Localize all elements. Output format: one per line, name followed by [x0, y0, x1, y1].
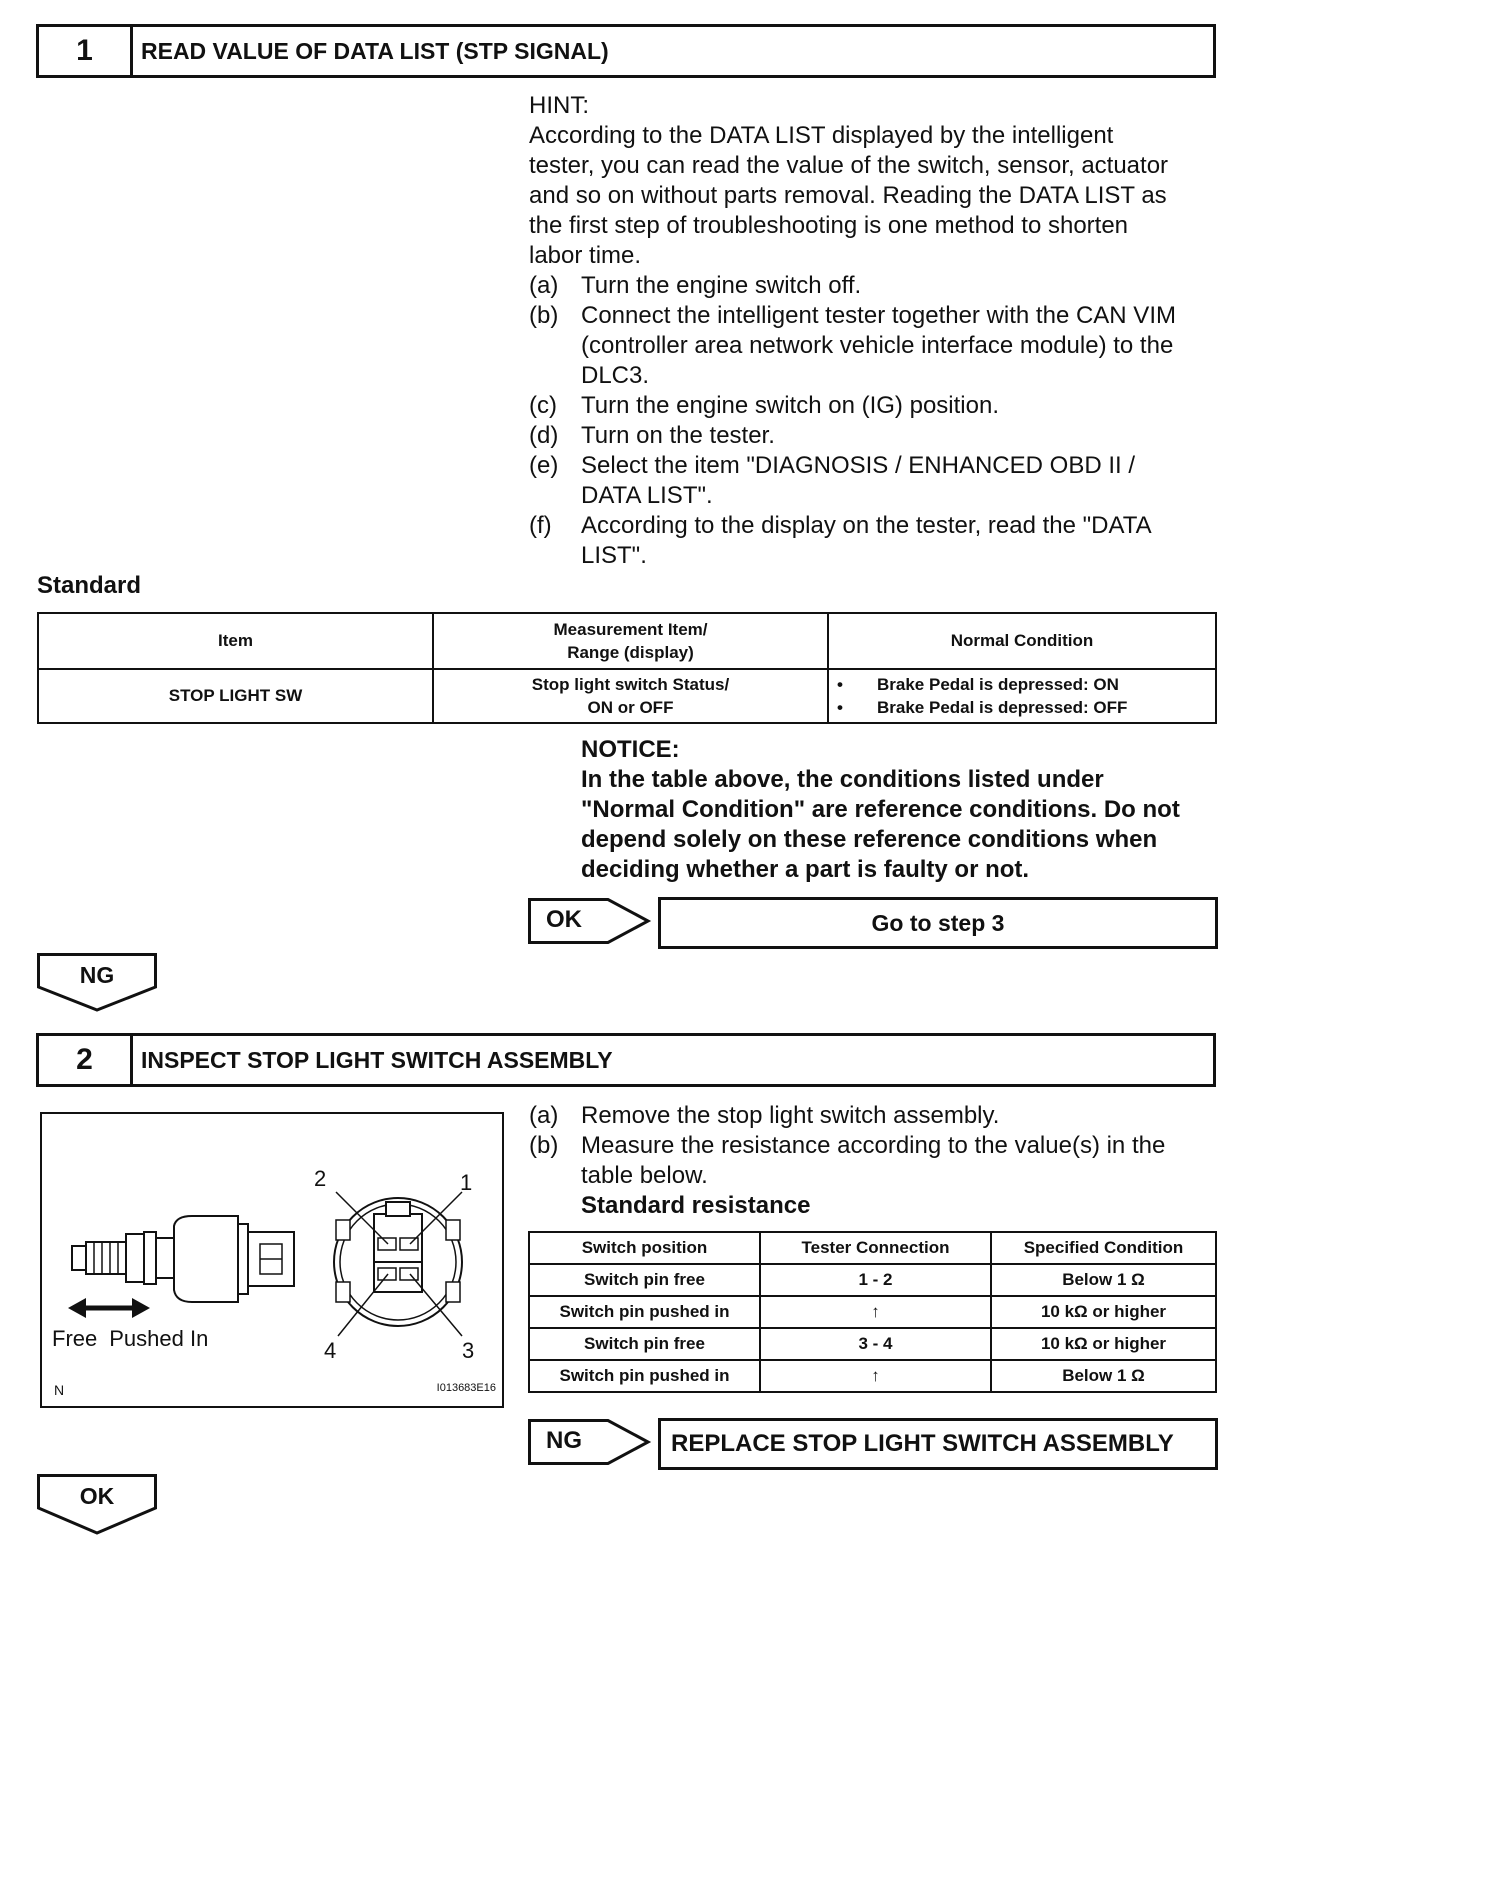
condition-bullet-item	[829, 696, 1215, 719]
switch-illustration	[42, 1114, 502, 1406]
pin-4-label: 4	[324, 1338, 337, 1363]
step-label: (a)	[529, 1102, 559, 1129]
standard-label: Standard	[37, 572, 142, 599]
header-normal-condition: Normal Condition	[828, 613, 1216, 669]
step-label: (c)	[529, 392, 557, 419]
step-label: (e)	[529, 452, 559, 479]
notice-line: In the table above, the conditions listed under	[581, 766, 1104, 793]
table-row	[529, 1328, 1216, 1360]
hint-line: and so on without parts removal. Reading the DATA LIST as	[529, 182, 1167, 209]
figure-corner-label: N	[54, 1382, 65, 1398]
step-2-title: INSPECT STOP LIGHT SWITCH ASSEMBLY	[141, 1046, 613, 1073]
free-label: Free	[52, 1326, 98, 1351]
condition-bullet-item	[829, 673, 1215, 696]
ng-label: NG	[79, 962, 115, 988]
procedure-step-f	[529, 511, 1229, 571]
header-measurement-line: Range (display)	[567, 643, 694, 662]
procedure-step-b	[529, 1131, 1229, 1221]
ok-branch-step2	[37, 1474, 157, 1536]
step-text: Turn the engine switch off.	[581, 272, 862, 299]
hint-label: HINT:	[529, 92, 589, 119]
ng-branch-step1	[37, 953, 157, 1013]
step-label: (b)	[529, 302, 559, 329]
step-text: Turn the engine switch on (IG) position.	[581, 392, 999, 419]
step-text: table below.	[581, 1162, 708, 1189]
cell-measurement-line: Stop light switch Status/	[531, 675, 730, 694]
hint-line: According to the DATA LIST displayed by the intelligent	[529, 122, 1114, 149]
table-header-row	[38, 613, 1216, 669]
procedure-step-c	[529, 391, 1229, 421]
procedure-step-a	[529, 271, 1229, 301]
step-1-header	[36, 24, 1216, 78]
header-specified-condition: Specified Condition	[991, 1232, 1216, 1264]
resistance-table	[528, 1231, 1217, 1393]
cell-measurement-line: ON or OFF	[587, 698, 674, 717]
go-to-step-3-box	[658, 897, 1218, 949]
table-row	[529, 1264, 1216, 1296]
ng-result-text: REPLACE STOP LIGHT SWITCH ASSEMBLY	[671, 1430, 1174, 1457]
step-2-header	[36, 1033, 1216, 1087]
step-text: Connect the intelligent tester together with the CAN VIM	[581, 302, 1176, 329]
cell-switch-position: Switch pin free	[529, 1264, 760, 1296]
step-text: DLC3.	[581, 362, 650, 389]
pin-2-label: 2	[314, 1166, 327, 1191]
pin-3-label: 3	[462, 1338, 475, 1363]
cell-tester-connection: ↑	[760, 1360, 991, 1392]
bullet: •	[837, 698, 843, 717]
table-header-row	[529, 1232, 1216, 1264]
pushed-in-label: Pushed In	[109, 1326, 209, 1351]
step-text: Remove the stop light switch assembly.	[581, 1102, 1000, 1129]
ok-branch	[528, 898, 658, 946]
bullet: •	[837, 675, 843, 694]
step-label: (b)	[529, 1132, 559, 1159]
ok-label: OK	[546, 906, 582, 933]
step-text: Turn on the tester.	[581, 422, 775, 449]
stop-light-switch-figure	[40, 1112, 504, 1408]
ok-label: OK	[79, 1483, 115, 1509]
figure-id: I013683E16	[436, 1382, 496, 1394]
notice-block	[581, 735, 1241, 885]
step-text: Measure the resistance according to the value(s) in the	[581, 1132, 1166, 1159]
step-text: DATA LIST".	[581, 482, 713, 509]
cell-condition	[828, 669, 1216, 723]
ng-label: NG	[546, 1427, 582, 1454]
hint-line: the first step of troubleshooting is one method to shorten	[529, 212, 1129, 239]
step-label: (f)	[529, 512, 552, 539]
movement-labels	[52, 1326, 208, 1352]
hint-block	[529, 91, 1229, 571]
table-row	[38, 669, 1216, 723]
procedure-step-b	[529, 301, 1229, 391]
header-measurement-line: Measurement Item/	[553, 620, 708, 639]
header-switch-position: Switch position	[529, 1232, 760, 1264]
procedure-step-a	[529, 1101, 1229, 1131]
cell-specified-condition: 10 kΩ or higher	[991, 1328, 1216, 1360]
condition-text: Brake Pedal is depressed: OFF	[877, 698, 1128, 717]
step-2-procedure	[529, 1101, 1229, 1221]
procedure-step-d	[529, 421, 1229, 451]
step-text: (controller area network vehicle interface module) to the	[581, 332, 1174, 359]
standard-resistance-label: Standard resistance	[581, 1192, 811, 1219]
data-list-table	[37, 612, 1217, 724]
cell-switch-position: Switch pin pushed in	[529, 1296, 760, 1328]
ng-branch-step2	[528, 1419, 658, 1467]
cell-item: STOP LIGHT SW	[38, 669, 433, 723]
table-row	[529, 1360, 1216, 1392]
notice-line: deciding whether a part is faulty or not.	[581, 856, 1030, 883]
step-1-title: READ VALUE OF DATA LIST (STP SIGNAL)	[141, 37, 609, 64]
cell-specified-condition: Below 1 Ω	[991, 1360, 1216, 1392]
cell-tester-connection: 1 - 2	[760, 1264, 991, 1296]
step-label: (d)	[529, 422, 559, 449]
step-1-number: 1	[39, 27, 133, 75]
header-tester-connection: Tester Connection	[760, 1232, 991, 1264]
step-2-number: 2	[39, 1036, 133, 1084]
cell-specified-condition: Below 1 Ω	[991, 1264, 1216, 1296]
step-text: LIST".	[581, 542, 647, 569]
step-label: (a)	[529, 272, 559, 299]
hint-line: labor time.	[529, 242, 642, 269]
notice-line: depend solely on these reference conditions when	[581, 826, 1158, 853]
pin-1-label: 1	[460, 1170, 473, 1195]
cell-tester-connection: 3 - 4	[760, 1328, 991, 1360]
notice-label: NOTICE:	[581, 736, 680, 763]
cell-switch-position: Switch pin free	[529, 1328, 760, 1360]
cell-specified-condition: 10 kΩ or higher	[991, 1296, 1216, 1328]
ok-result-text: Go to step 3	[871, 909, 1005, 936]
cell-tester-connection: ↑	[760, 1296, 991, 1328]
header-item: Item	[38, 613, 433, 669]
hint-line: tester, you can read the value of the switch, sensor, actuator	[529, 152, 1169, 179]
cell-switch-position: Switch pin pushed in	[529, 1360, 760, 1392]
header-measurement	[433, 613, 828, 669]
step-text: Select the item "DIAGNOSIS / ENHANCED OBD II /	[581, 452, 1135, 479]
table-row	[529, 1296, 1216, 1328]
cell-measurement	[433, 669, 828, 723]
replace-switch-box	[658, 1418, 1218, 1470]
notice-line: "Normal Condition" are reference conditions. Do not	[581, 796, 1180, 823]
procedure-step-e	[529, 451, 1229, 511]
condition-text: Brake Pedal is depressed: ON	[877, 675, 1119, 694]
step-text: According to the display on the tester, read the "DATA	[581, 512, 1152, 539]
